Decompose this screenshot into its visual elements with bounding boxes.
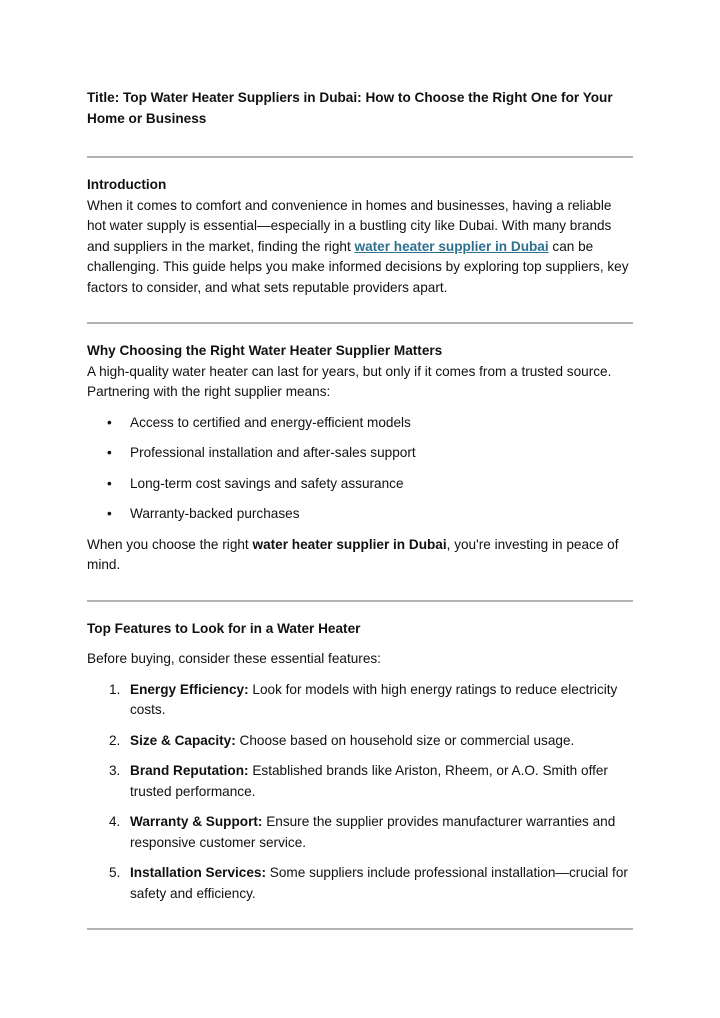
introduction-heading: Introduction [87,177,167,192]
feature-label: Warranty & Support: [130,814,263,829]
divider [87,600,633,602]
bullet-icon: • [107,445,112,460]
list-item-text: Access to certified and energy-efficient models [130,414,411,430]
list-item-text: Warranty-backed purchases [130,506,300,521]
list-number: 4. [109,814,121,829]
bullet-icon: • [107,506,112,521]
bullet-icon: • [107,414,112,430]
list-item [87,731,633,752]
document-content [87,87,633,930]
list-item-text: Long-term cost savings and safety assurance [130,475,404,491]
list-item [87,761,633,802]
list-item [87,443,633,464]
feature-label: Size & Capacity: [130,732,236,748]
list-number: 1. [109,681,121,697]
list-item [87,863,633,904]
closing-bold-phrase: water heater supplier in Dubai [252,536,447,552]
introduction-text-end: can be challenging. This guide helps you make informed decisions by exploring top suppliers, key factors to consider, and what sets reputable providers apart. [87,238,629,295]
list-item [87,413,633,434]
why-text: A high-quality water heater can last for years, but only if it comes from a trusted source. Partnering with the right supplier means: [87,363,612,399]
why-section [87,341,633,576]
document-title: Title: Top Water Heater Suppliers in Dubai: How to Choose the Right One for Your Home or Business [87,90,613,126]
feature-label: Installation Services: [130,865,266,880]
list-number: 5. [109,865,121,880]
list-item [87,680,633,721]
bullet-icon: • [107,475,112,491]
introduction-text [87,196,633,299]
feature-text: Established brands like Ariston, Rheem, or A.O. Smith offer trusted performance. [130,763,608,799]
feature-label: Energy Efficiency: [130,681,249,697]
feature-text: Some suppliers include professional installation—crucial for safety and efficiency. [130,865,628,901]
introduction-text-start: When it comes to comfort and convenience in homes and businesses, having a reliable hot water supply is essential—especially in a bustling city like Dubai. With many brands and suppliers in the market, finding the right [87,197,612,254]
divider [87,322,633,324]
closing-text-start: When you choose the right [87,536,253,552]
list-item [87,812,633,853]
list-item [87,474,633,495]
list-item-text: Professional installation and after-sales support [130,445,416,460]
why-heading: Why Choosing the Right Water Heater Supplier Matters [87,343,443,358]
why-closing-text [87,535,633,576]
features-heading: Top Features to Look for in a Water Heater [87,620,361,636]
list-number: 2. [109,732,121,748]
water-heater-supplier-link[interactable]: water heater supplier in Dubai [354,238,549,254]
feature-text: Look for models with high energy ratings to reduce electricity costs. [130,681,618,717]
introduction-section [87,175,633,298]
divider [87,156,633,158]
benefits-list [87,413,633,525]
feature-text: Choose based on household size or commercial usage. [235,732,575,748]
divider [87,928,633,930]
features-intro: Before buying, consider these essential features: [87,651,381,666]
closing-text-end: , you're investing in peace of mind. [87,536,619,572]
feature-text: Ensure the supplier provides manufacturer warranties and responsive customer service. [130,814,616,850]
list-item [87,504,633,525]
features-section [87,619,633,905]
list-number: 3. [109,763,121,778]
features-list [87,680,633,905]
feature-label: Brand Reputation: [130,763,249,778]
